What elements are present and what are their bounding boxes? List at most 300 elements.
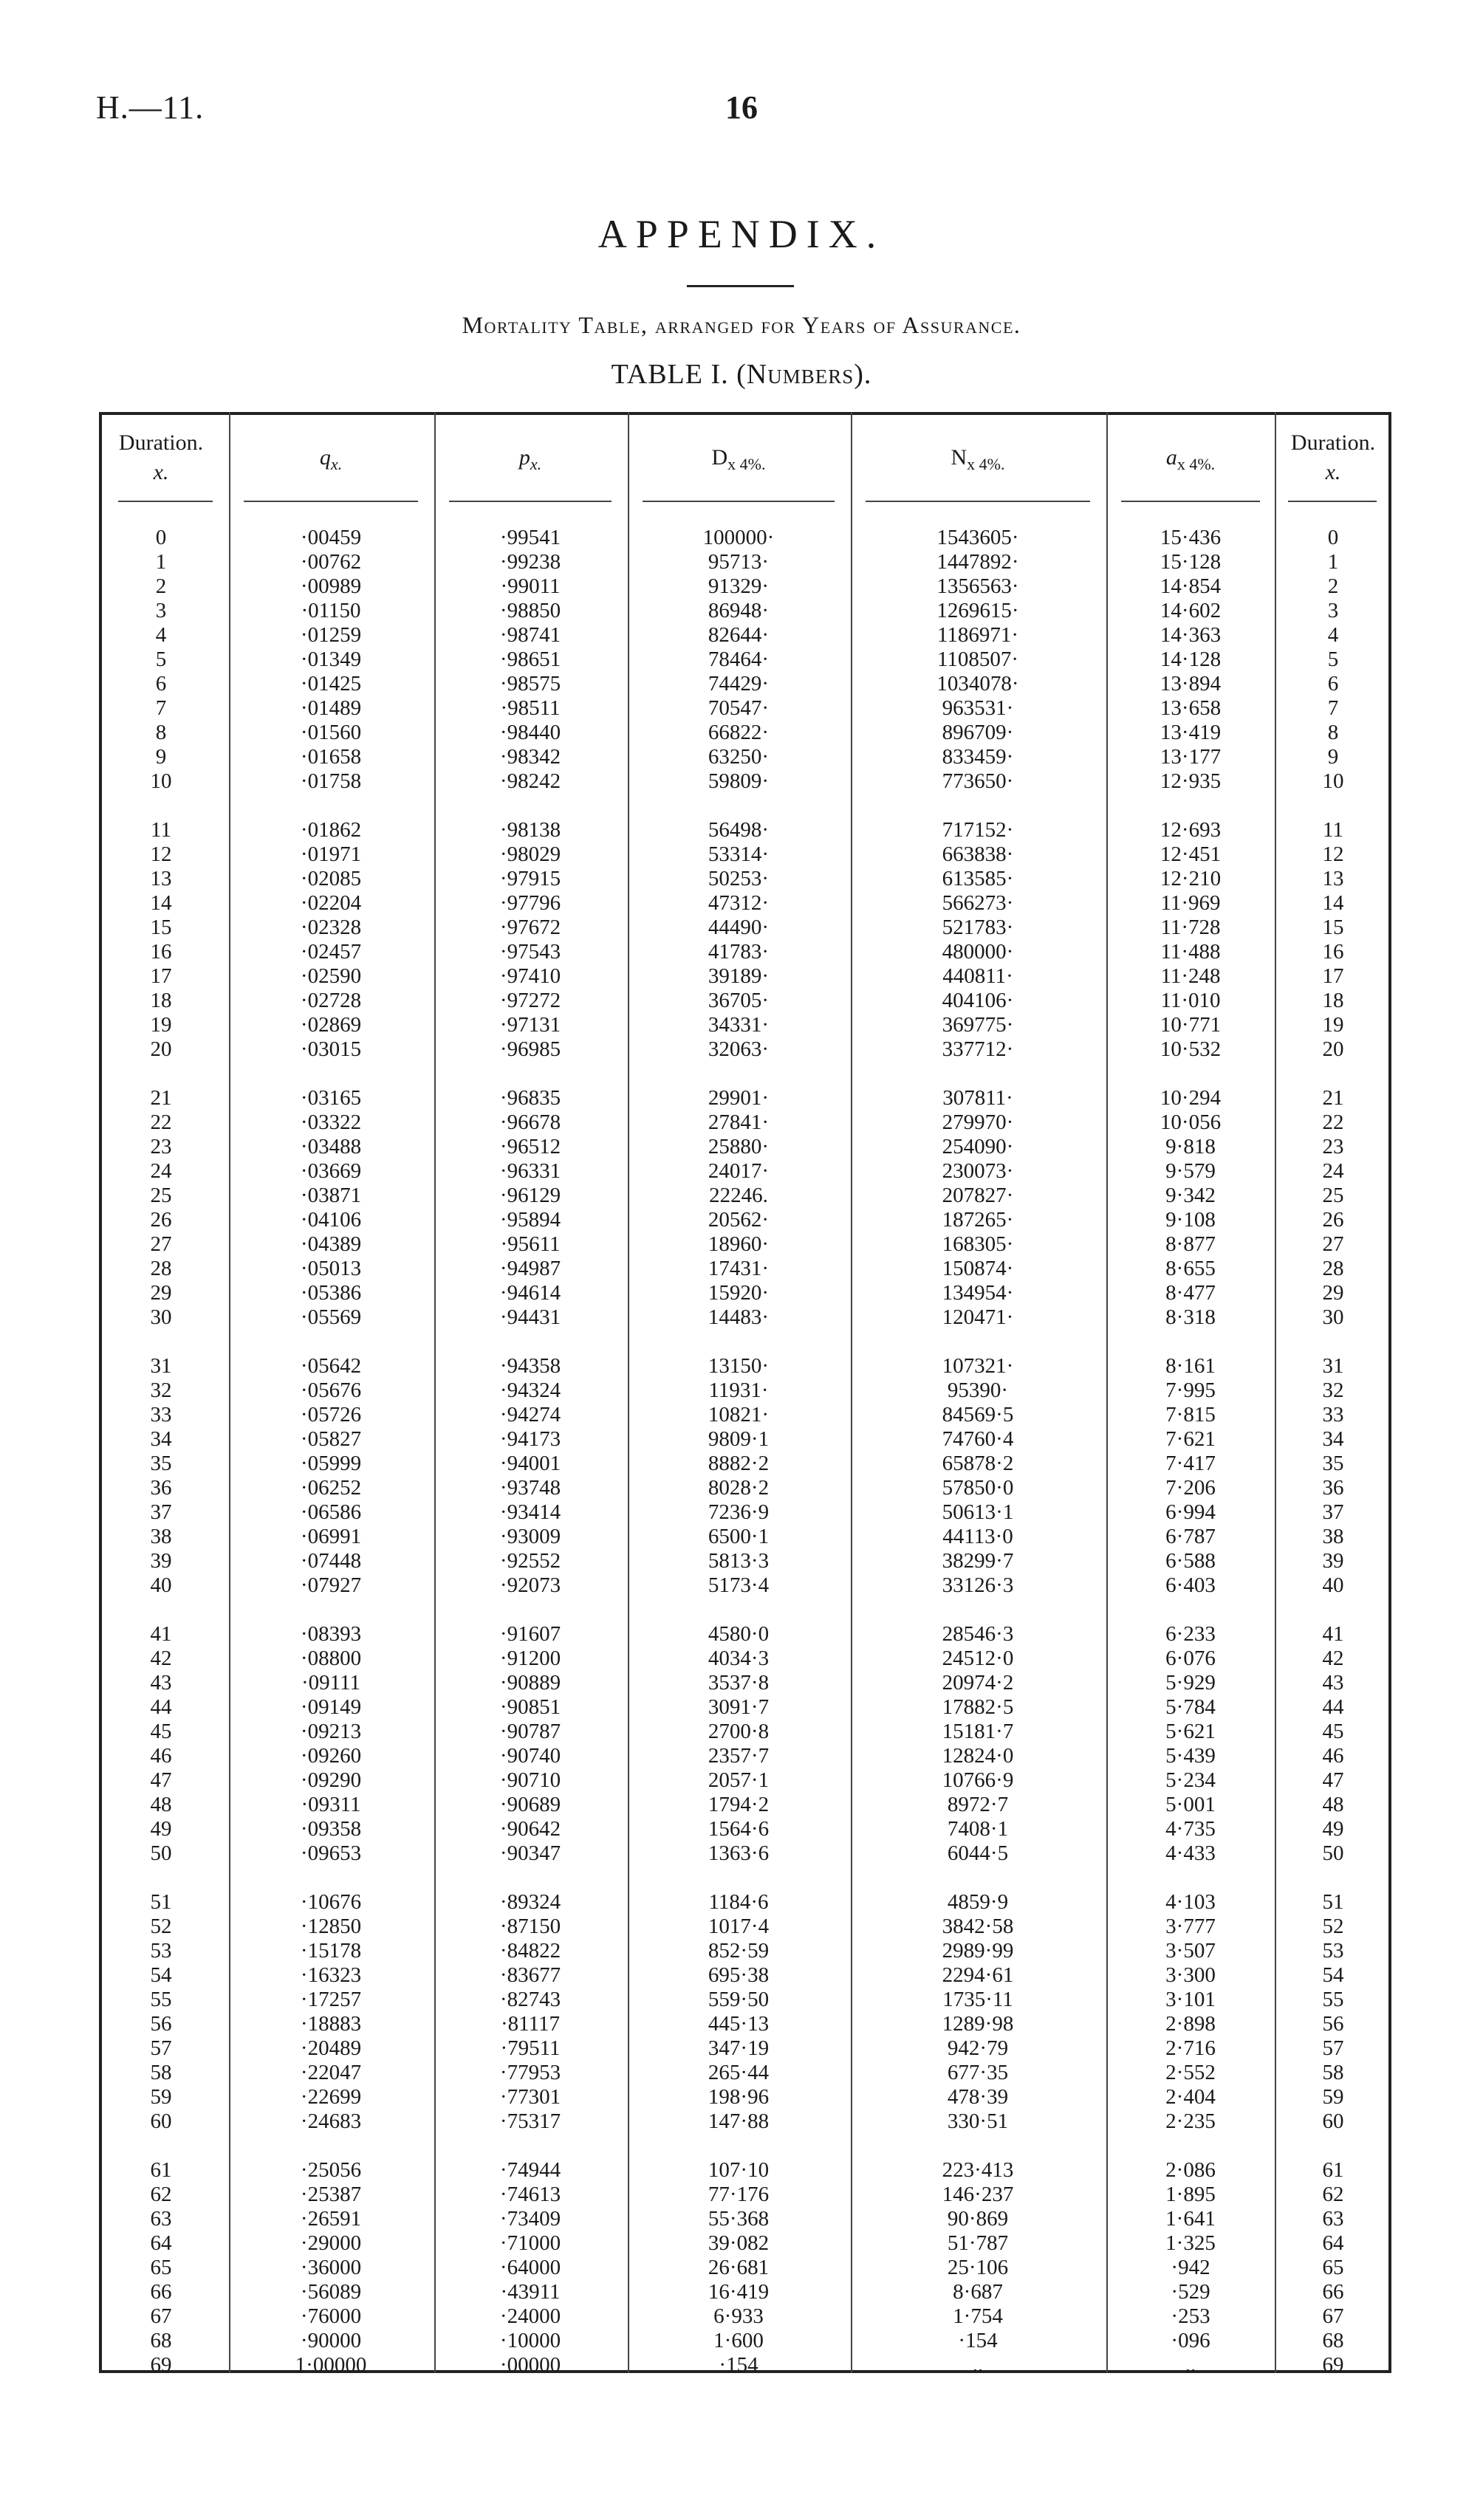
table-cell: 12	[1322, 842, 1344, 866]
table-cell: 852·59	[708, 1939, 770, 1963]
table-cell: 26	[150, 1208, 172, 1232]
table-cell: 1356563·	[936, 574, 1019, 598]
table-cell: 50613·1	[942, 1500, 1014, 1524]
table-cell: ·96835	[499, 1086, 561, 1110]
table-cell: 773650·	[942, 769, 1014, 793]
table-cell: 1	[1327, 550, 1339, 574]
table-cell: ·79511	[500, 2036, 561, 2060]
table-cell: ·76000	[300, 2304, 362, 2328]
table-cell: 36705·	[708, 989, 770, 1012]
table-cell: ·01349	[300, 648, 362, 671]
table-cell: ·98575	[499, 672, 561, 696]
table-cell: 9	[155, 745, 167, 769]
table-cell: 22	[1322, 1110, 1344, 1134]
table-cell: ·00762	[300, 550, 362, 574]
table-cell: ·75317	[499, 2109, 561, 2133]
table-cell: 63	[1322, 2207, 1344, 2231]
column-header-label: a	[1165, 445, 1177, 470]
column-header-sub: x 4%.	[967, 455, 1005, 473]
table-cell: ·07927	[300, 1573, 362, 1597]
table-cell: 6·233	[1165, 1622, 1216, 1646]
table-cell: 7·815	[1165, 1403, 1216, 1426]
table-cell: ·43911	[500, 2280, 561, 2304]
table-cell: 14·854	[1160, 574, 1222, 598]
table-cell: ·03015	[300, 1037, 362, 1061]
table-cell: 36	[150, 1476, 172, 1500]
table-cell: 40	[150, 1573, 172, 1597]
table-cell: ·97410	[499, 964, 561, 988]
table-cell: 24	[150, 1159, 172, 1183]
table-cell: ·90347	[499, 1841, 561, 1865]
table-cell: 46	[1322, 1744, 1344, 1768]
table-cell: 1·641	[1165, 2207, 1216, 2231]
table-cell: 15·128	[1160, 550, 1222, 574]
table-cell: 2057·1	[708, 1768, 770, 1792]
column-header-sub: x 4%.	[727, 455, 766, 473]
table-cell: ·90000	[300, 2329, 362, 2352]
table-cell: 25880·	[708, 1135, 770, 1158]
table-cell: 33	[1322, 1403, 1344, 1426]
table-cell: ·77301	[499, 2085, 561, 2109]
table-cell: ·90642	[499, 1817, 561, 1841]
table-cell: ·74613	[499, 2183, 561, 2206]
table-cell: ·03669	[300, 1159, 362, 1183]
table-cell: 33126·3	[942, 1573, 1014, 1597]
table-cell: 28546·3	[942, 1622, 1014, 1646]
table-cell: ·98342	[499, 745, 561, 769]
table-cell: 28	[1322, 1257, 1344, 1280]
table-cell: 91329·	[708, 574, 770, 598]
table-cell: 4580·0	[708, 1622, 770, 1646]
table-cell: 74429·	[708, 672, 770, 696]
table-cell: 8·687	[953, 2280, 1003, 2304]
table-cell: 57	[150, 2036, 172, 2060]
table-cell: 42	[1322, 1647, 1344, 1670]
column-header-sub: x.	[153, 460, 169, 484]
table-cell: 67	[150, 2304, 172, 2328]
column-header-px	[436, 443, 625, 479]
table-cell: 66822·	[708, 721, 770, 744]
table-cell: ·94173	[499, 1427, 561, 1451]
table-cell: 107321·	[942, 1354, 1014, 1378]
table-cell: 7236·9	[708, 1500, 770, 1524]
table-cell: 62	[1322, 2183, 1344, 2206]
table-cell: 50	[1322, 1841, 1344, 1865]
table-cell: 49	[1322, 1817, 1344, 1841]
table-cell: 13	[1322, 867, 1344, 890]
table-cell: 6044·5	[947, 1841, 1009, 1865]
table-cell: 31	[1322, 1354, 1344, 1378]
table-cell: ·154	[719, 2353, 758, 2377]
table-cell: 2	[155, 574, 167, 598]
table-cell: 134954·	[942, 1281, 1014, 1305]
table-cell: ·02204	[300, 891, 362, 915]
table-cell: 146·237	[942, 2183, 1014, 2206]
table-cell: 11	[151, 818, 171, 842]
table-cell: 15920·	[708, 1281, 770, 1305]
table-cell: 74760·4	[942, 1427, 1014, 1451]
table-cell: ·98741	[499, 623, 561, 647]
table-cell: ·98511	[500, 696, 561, 720]
table-cell: 337712·	[942, 1037, 1014, 1061]
table-cell: 37	[150, 1500, 172, 1524]
table-cell: 4	[155, 623, 167, 647]
table-cell: ·02457	[300, 940, 362, 964]
table-cell: 62	[150, 2183, 172, 2206]
table-cell: ·01758	[300, 769, 362, 793]
table-cell: 33	[150, 1403, 172, 1426]
table-cell: 55	[150, 1988, 172, 2011]
table-cell: 38299·7	[942, 1549, 1014, 1573]
table-cell: 56	[1322, 2012, 1344, 2036]
table-cell: 3842·58	[942, 1915, 1014, 1938]
table-cell: 4	[1327, 623, 1339, 647]
table-cell: ·01658	[300, 745, 362, 769]
table-cell: ·96129	[499, 1184, 561, 1207]
table-cell: 9809·1	[708, 1427, 770, 1451]
table-cell: ·94614	[499, 1281, 561, 1305]
table-cell: ·942	[1171, 2256, 1210, 2279]
table-cell: 24512·0	[942, 1647, 1014, 1670]
column-header-label: Duration.	[1290, 430, 1376, 455]
table-cell: 9·818	[1165, 1135, 1216, 1158]
table-cell: 21	[1322, 1086, 1344, 1110]
table-cell: 31	[150, 1354, 172, 1378]
column-header-qx	[230, 443, 431, 479]
table-cell: 120471·	[942, 1305, 1014, 1329]
table-cell: 663838·	[942, 842, 1014, 866]
table-cell: ·94001	[499, 1452, 561, 1475]
table-cell: 404106·	[942, 989, 1014, 1012]
table-cell: 66	[150, 2280, 172, 2304]
table-cell: 369775·	[942, 1013, 1014, 1037]
table-cell: 59	[150, 2085, 172, 2109]
table-cell: ·98029	[499, 842, 561, 866]
table-cell: 34	[1322, 1427, 1344, 1451]
table-cell: ·36000	[300, 2256, 362, 2279]
table-cell: 3·101	[1165, 1988, 1216, 2011]
table-cell: 13·658	[1160, 696, 1222, 720]
table-cell: 17431·	[708, 1257, 770, 1280]
table-cell: ·73409	[499, 2207, 561, 2231]
table-cell: 3091·7	[708, 1695, 770, 1719]
table-cell: 60	[150, 2109, 172, 2133]
table-cell: 55	[1322, 1988, 1344, 2011]
table-cell: 16·419	[708, 2280, 770, 2304]
table-cell: 5·001	[1165, 1793, 1216, 1816]
table-cell: ·16323	[300, 1963, 362, 1987]
table-cell: ·08393	[300, 1622, 362, 1646]
table-cell: ·01259	[300, 623, 362, 647]
column-header-nx	[852, 443, 1103, 479]
table-cell: 35	[1322, 1452, 1344, 1475]
table-cell: 64	[1322, 2231, 1344, 2255]
table-cell: 32063·	[708, 1037, 770, 1061]
table-cell: 1184·6	[708, 1890, 769, 1914]
table-cell: ·05386	[300, 1281, 362, 1305]
table-cell: 1289·98	[942, 2012, 1014, 2036]
table-cell: ·98651	[499, 648, 561, 671]
table-cell: 14	[150, 891, 172, 915]
table-cell: 6·588	[1165, 1549, 1216, 1573]
appendix-title: APPENDIX.	[597, 212, 886, 256]
table-cell: 1564·6	[708, 1817, 770, 1841]
table-cell: 2·716	[1165, 2036, 1216, 2060]
table-cell: 19	[1322, 1013, 1344, 1037]
table-cell: ·17257	[300, 1988, 362, 2011]
table-cell: 13·177	[1160, 745, 1222, 769]
table-cell: ·10676	[300, 1890, 362, 1914]
table-cell: 9·108	[1165, 1208, 1216, 1232]
table-cell: 45	[1322, 1720, 1344, 1743]
table-cell: 445·13	[708, 2012, 770, 2036]
table-cell: 942·79	[947, 2036, 1009, 2060]
table-cell: 5·929	[1165, 1671, 1216, 1695]
table-cell: 1108507·	[936, 648, 1019, 671]
table-cell: 49	[150, 1817, 172, 1841]
column-header-duration	[99, 428, 223, 487]
table-cell: 48	[150, 1793, 172, 1816]
table-cell: 330·51	[947, 2109, 1009, 2133]
table-cell: ·02085	[300, 867, 362, 890]
table-cell: 7·621	[1165, 1427, 1216, 1451]
table-cell: 6	[1327, 672, 1339, 696]
table-cell: 307811·	[942, 1086, 1013, 1110]
table-cell: 15181·7	[942, 1720, 1014, 1743]
table-cell: 4034·3	[708, 1647, 770, 1670]
table-cell: 12·935	[1160, 769, 1222, 793]
table-cell: 53314·	[708, 842, 770, 866]
table-cell: 1·754	[953, 2304, 1003, 2328]
table-cell: ·90851	[499, 1695, 561, 1719]
table-cell: 55·368	[708, 2207, 770, 2231]
table-cell: 41	[150, 1622, 172, 1646]
table-cell: 4·433	[1165, 1841, 1216, 1865]
table-cell: ·98440	[499, 721, 561, 744]
table-cell: 14483·	[708, 1305, 770, 1329]
column-header-dx	[629, 443, 848, 479]
table-cell: ·22699	[300, 2085, 362, 2109]
table-cell: 42	[150, 1647, 172, 1670]
table-cell: 34	[150, 1427, 172, 1451]
table-cell: ·02590	[300, 964, 362, 988]
table-cell: 15·436	[1160, 526, 1222, 549]
table-cell: 4·103	[1165, 1890, 1216, 1914]
table-cell: 1186971·	[936, 623, 1019, 647]
table-cell: 12824·0	[942, 1744, 1014, 1768]
table-cell: 19	[150, 1013, 172, 1037]
table-cell: 47	[150, 1768, 172, 1792]
table-cell: ·97915	[499, 867, 561, 890]
table-cell: 27841·	[708, 1110, 770, 1134]
table-cell: 68	[1322, 2329, 1344, 2352]
table-cell: 53	[1322, 1939, 1344, 1963]
table-cell: 2·898	[1165, 2012, 1216, 2036]
table-cell: 54	[150, 1963, 172, 1987]
table-cell: ·97543	[499, 940, 561, 964]
table-cell: 10766·9	[942, 1768, 1014, 1792]
table-cell: 1·325	[1165, 2231, 1216, 2255]
table-cell: ·096	[1171, 2329, 1210, 2352]
table-cell: 230073·	[942, 1159, 1014, 1183]
header-underline	[1288, 501, 1377, 502]
table-cell: ·05999	[300, 1452, 362, 1475]
table-cell: ·05827	[300, 1427, 362, 1451]
table-cell: 39	[1322, 1549, 1344, 1573]
column-header-sub: x.	[530, 455, 542, 473]
table-cell: 17	[1322, 964, 1344, 988]
table-cell: 64	[150, 2231, 172, 2255]
table-cell: ·02728	[300, 989, 362, 1012]
table-cell: 29	[1322, 1281, 1344, 1305]
table-cell: 12	[150, 842, 172, 866]
table-cell: ·00459	[300, 526, 362, 549]
table-cell: ·03488	[300, 1135, 362, 1158]
page-number: 16	[725, 89, 758, 126]
table-cell: ·25056	[300, 2158, 362, 2182]
table-cell: 6·994	[1165, 1500, 1216, 1524]
table-cell: ·84822	[499, 1939, 561, 1963]
table-cell: 22	[150, 1110, 172, 1134]
table-title-end: ).	[854, 359, 872, 390]
table-cell: ·05726	[300, 1403, 362, 1426]
table-cell: ·64000	[499, 2256, 561, 2279]
table-title-main: TABLE I. (	[611, 359, 747, 390]
table-cell: 2	[1327, 574, 1339, 598]
table-cell: 2·552	[1165, 2061, 1216, 2084]
table-cell: 10	[1322, 769, 1344, 793]
table-cell: ·90740	[499, 1744, 561, 1768]
table-cell: ·82743	[499, 1988, 561, 2011]
table-cell: 2700·8	[708, 1720, 770, 1743]
table-cell: ·94324	[499, 1379, 561, 1402]
column-header-label: N	[951, 445, 967, 470]
table-cell: 65	[1322, 2256, 1344, 2279]
table-cell: 38	[150, 1525, 172, 1548]
column-header-sub: x.	[1325, 460, 1341, 484]
table-cell: ·91200	[499, 1647, 561, 1670]
table-cell: 58	[150, 2061, 172, 2084]
table-cell: 48	[1322, 1793, 1344, 1816]
table-cell: ·95611	[500, 1232, 561, 1256]
table-title	[0, 358, 1483, 391]
table-cell: 2·235	[1165, 2109, 1216, 2133]
table-cell: 5	[155, 648, 167, 671]
table-cell: 14·363	[1160, 623, 1222, 647]
table-cell: 14·128	[1160, 648, 1222, 671]
header-underline	[1121, 501, 1260, 502]
table-cell: ·05569	[300, 1305, 362, 1329]
table-cell: 3537·8	[708, 1671, 770, 1695]
column-header-label: Duration.	[118, 430, 204, 455]
table-cell: 13·894	[1160, 672, 1222, 696]
table-cell: ·01560	[300, 721, 362, 744]
table-cell: 1363·6	[708, 1841, 770, 1865]
table-cell: 18	[150, 989, 172, 1012]
table-cell: ·89324	[499, 1890, 561, 1914]
table-cell: ·02869	[300, 1013, 362, 1037]
table-cell: 695·38	[708, 1963, 770, 1987]
table-cell: 17882·5	[942, 1695, 1014, 1719]
table-cell: 57850·0	[942, 1476, 1014, 1500]
header-underline	[449, 501, 612, 502]
table-cell: 30	[150, 1305, 172, 1329]
table-cell: 44113·0	[942, 1525, 1013, 1548]
table-cell: ·99238	[499, 550, 561, 574]
table-cell: 8	[155, 721, 167, 744]
column-header-label: q	[319, 445, 331, 470]
table-cell: 68	[150, 2329, 172, 2352]
table-cell: ·98242	[499, 769, 561, 793]
table-cell: 1794·2	[708, 1793, 770, 1816]
table-cell: ·99541	[499, 526, 561, 549]
table-cell: 16	[150, 940, 172, 964]
table-cell: ·71000	[499, 2231, 561, 2255]
table-cell: 9·342	[1165, 1184, 1216, 1207]
table-cell: 187265·	[942, 1208, 1014, 1232]
table-cell: 147·88	[708, 2109, 770, 2133]
table-cell: 29	[150, 1281, 172, 1305]
table-cell: 1034078·	[936, 672, 1019, 696]
table-cell: 1	[155, 550, 167, 574]
table-cell: 15	[150, 916, 172, 939]
table-cell: 53	[150, 1939, 172, 1963]
table-cell: 59809·	[708, 769, 770, 793]
table-cell: 279970·	[942, 1110, 1014, 1134]
table-cell: 4·735	[1165, 1817, 1216, 1841]
table-cell: 13·419	[1160, 721, 1222, 744]
table-cell: 45	[150, 1720, 172, 1743]
table-cell: 95713·	[708, 550, 770, 574]
table-cell: 6·933	[713, 2304, 764, 2328]
table-cell: 32	[1322, 1379, 1344, 1402]
table-cell: 63	[150, 2207, 172, 2231]
table-cell: ·09653	[300, 1841, 362, 1865]
table-cell: ·154	[958, 2329, 998, 2352]
table-cell: 50	[150, 1841, 172, 1865]
table-cell: 254090·	[942, 1135, 1014, 1158]
table-cell: ·00000	[499, 2353, 561, 2377]
table-cell: 50253·	[708, 867, 770, 890]
table-cell: ·05013	[300, 1257, 362, 1280]
table-cell: 28	[150, 1257, 172, 1280]
table-cell: 1735·11	[942, 1988, 1013, 2011]
table-cell: ·94987	[499, 1257, 561, 1280]
table-cell: ·74944	[499, 2158, 561, 2182]
table-cell: 6·076	[1165, 1647, 1216, 1670]
table-cell: 57	[1322, 2036, 1344, 2060]
table-cell: ·81117	[500, 2012, 560, 2036]
table-cell: ·01150	[301, 599, 361, 622]
table-cell: 60	[1322, 2109, 1344, 2133]
table-cell: 24	[1322, 1159, 1344, 1183]
table-cell: 2294·61	[942, 1963, 1014, 1987]
table-cell: 7·995	[1165, 1379, 1216, 1402]
table-cell: ·09213	[300, 1720, 362, 1743]
column-header-duration-right	[1276, 428, 1390, 487]
table-cell: ·09290	[300, 1768, 362, 1792]
table-cell: 61	[150, 2158, 172, 2182]
table-cell: 6500·1	[708, 1525, 770, 1548]
table-cell: 41	[1322, 1622, 1344, 1646]
table-cell: 6·403	[1165, 1573, 1216, 1597]
table-cell: 24017·	[708, 1159, 770, 1183]
table-cell: 480000·	[942, 940, 1014, 964]
table-cell: 833459·	[942, 745, 1014, 769]
table-cell: 30	[1322, 1305, 1344, 1329]
table-cell: ·05642	[300, 1354, 362, 1378]
table-cell: ·24683	[300, 2109, 362, 2133]
